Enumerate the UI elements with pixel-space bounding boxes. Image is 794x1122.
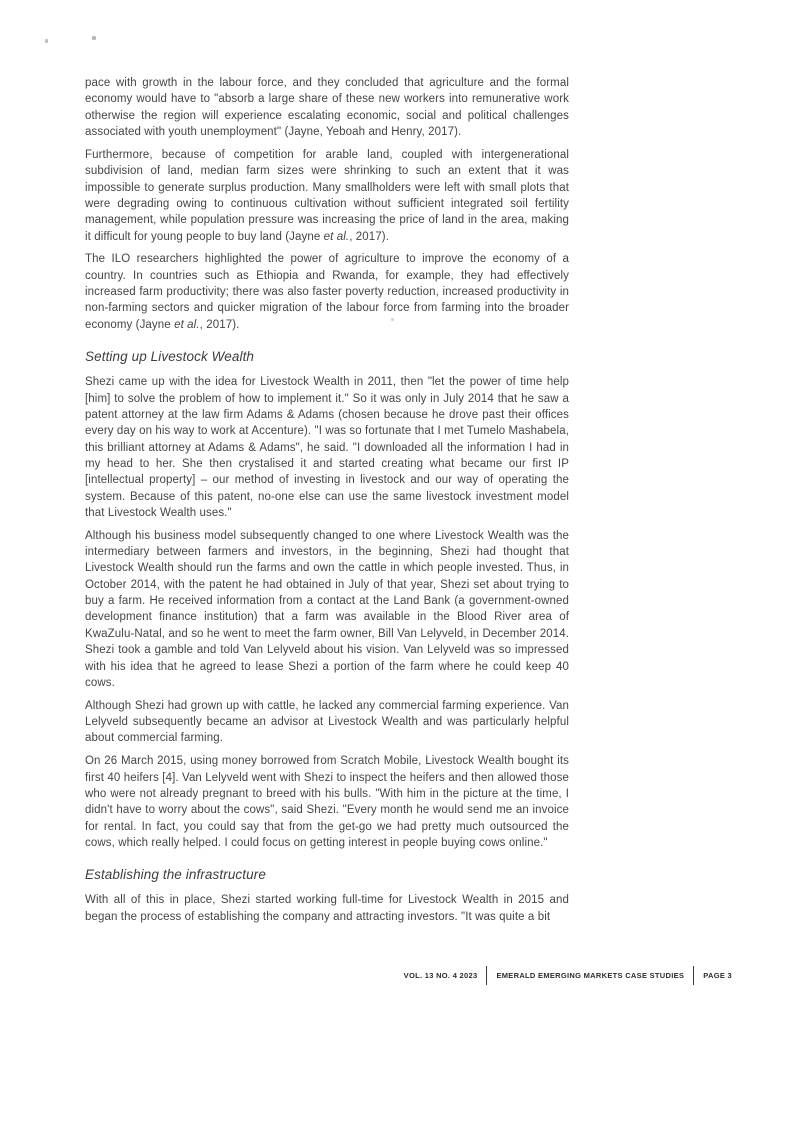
scan-speck bbox=[45, 39, 48, 43]
paragraph bbox=[85, 374, 569, 521]
citation-et-al: et al. bbox=[174, 318, 200, 331]
footer-divider bbox=[693, 966, 694, 985]
section-heading: Setting up Livestock Wealth bbox=[85, 349, 255, 365]
paragraph-text: The ILO researchers highlighted the power of agriculture to improve the economy of a country. In countries such as Ethiopia and Rwanda, for example, they had effectively increased farm productivity; there was also faster poverty reduction, increased productivity in non-farming sectors and quicker migration of the labour force from farming into the broader economy (Jayne bbox=[85, 253, 569, 331]
paragraph bbox=[85, 75, 569, 140]
paragraph-text: Furthermore, because of competition for arable land, coupled with intergenerational subdivision of land, median farm sizes were shrinking to such an extent that it was impossible to generate surplus production. Many smallholders were left with small plots that were degrading owing to continuous cultivation without sufficient integrated soil fertility management, while population pressure was increasing the price of land in the area, making it difficult for young people to buy land (Jayne bbox=[85, 148, 569, 243]
paragraph-text: On 26 March 2015, using money borrowed from Scratch Mobile, Livestock Wealth bought its first 40 heifers [4]. Van Lelyveld went with Shezi to inspect the heifers and then allowed those who were not already pregnant to breed with his bulls. "With him in the picture at the time, I didn't have to worry about the cows", said Shezi. "Every month he would send me an invoice for rental. In fact, you could say that from the get-go we had pretty much outsourced the cows, which really helped. I could focus on getting interest in people buying cows online." bbox=[85, 755, 569, 849]
paragraph bbox=[85, 698, 569, 747]
scan-speck bbox=[92, 36, 96, 40]
footer-divider bbox=[486, 966, 487, 985]
article-body bbox=[85, 75, 569, 931]
paragraph-text: pace with growth in the labour force, and they concluded that agriculture and the formal economy would have to "absorb a large share of these new workers into remunerative work otherwise the region will experience escalating economic, social and political challenges associated with youth unemployment" (Jayne, Yeboah and Henry, 2017). bbox=[85, 77, 569, 139]
page-footer bbox=[404, 966, 732, 985]
footer-page-number: PAGE 3 bbox=[703, 971, 732, 980]
paragraph bbox=[85, 251, 569, 333]
paragraph-text: With all of this in place, Shezi started working full-time for Livestock Wealth in 2015 and began the process of establishing the company and attracting investors. "It was quite a bit bbox=[85, 894, 569, 923]
paragraph-text: Although Shezi had grown up with cattle, he lacked any commercial farming experience. Van Lelyveld subsequently became an advisor at Livestock Wealth and was particularly helpful about commercial farming. bbox=[85, 699, 569, 745]
citation-et-al: et al. bbox=[323, 230, 350, 243]
footer-volume-issue: VOL. 13 NO. 4 2023 bbox=[403, 971, 478, 980]
paragraph bbox=[85, 892, 569, 925]
paragraph bbox=[85, 147, 569, 245]
footer-journal-title: EMERALD EMERGING MARKETS CASE STUDIES bbox=[496, 971, 685, 980]
paragraph bbox=[85, 753, 569, 851]
paragraph-text: Shezi came up with the idea for Livestock Wealth in 2011, then "let the power of time help [him] to solve the problem of how to implement it." So it was only in July 2014 that he saw a patent attorney at the law firm Adams & Adams (chosen because he drove past their offices every day on his way to work at Accenture). "I was so fortunate that I met Tumelo Mashabela, this brilliant attorney at Adams & Adams", he said. "I downloaded all the information I had in my head to her. She then crystalised it and started creating what became our first IP [intellectual property] – our method of investing in livestock and our way of operating the system. Because of this patent, no-one else can use the same livestock investment model that Livestock Wealth uses." bbox=[85, 376, 569, 519]
section-heading: Establishing the infrastructure bbox=[85, 867, 266, 883]
paragraph bbox=[85, 528, 569, 691]
paragraph-text: , 2017). bbox=[199, 318, 240, 331]
paragraph-text: Although his business model subsequently changed to one where Livestock Wealth was the intermediary between farmers and investors, in the beginning, Shezi had thought that Livestock Wealth should run the farms and own the cattle in which people invested. Thus, in October 2014, with the patent he had obtained in July of that year, Shezi set about trying to buy a farm. He received information from a contact at the Land Bank (a government-owned development finance institution) that a farm was available in the Blood River area of KwaZulu-Natal, and so he went to meet the farm owner, Bill Van Lelyveld, in December 2014. Shezi took a gamble and told Van Lelyveld about his vision. Van Lelyveld was so impressed with his idea that he agreed to lease Shezi a portion of the farm where he could keep 40 cows. bbox=[85, 529, 569, 689]
paragraph-text: , 2017). bbox=[349, 230, 390, 243]
